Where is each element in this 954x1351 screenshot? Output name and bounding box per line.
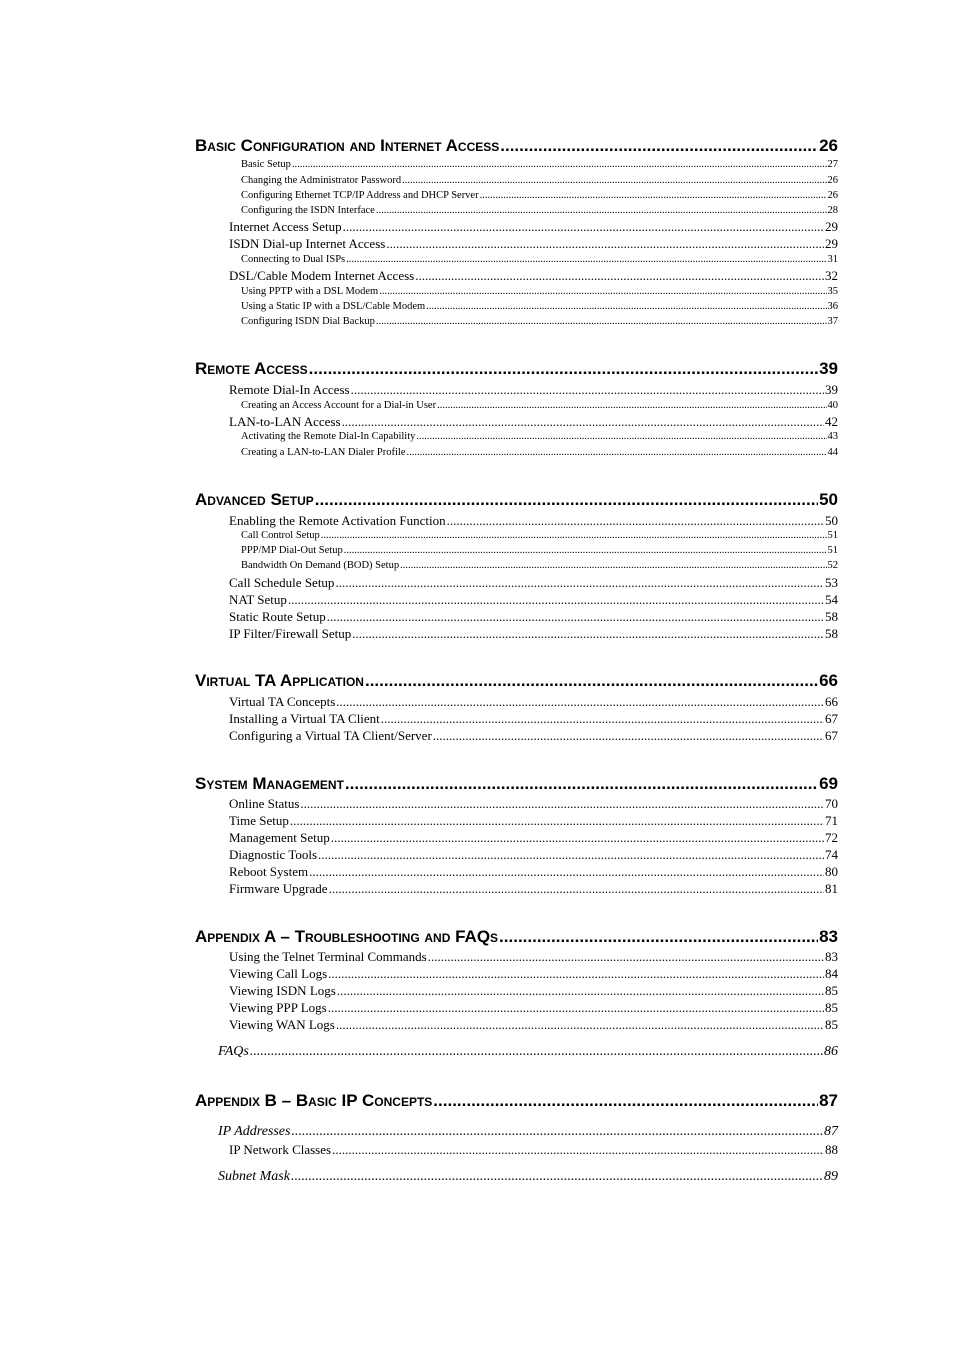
toc-leader-dots [344,545,827,556]
toc-subsection[interactable] [241,447,838,458]
toc-leader-dots [426,301,826,312]
toc-leader-dots [433,728,824,744]
toc-page-number: 29 [825,219,838,234]
toc-entry-title: Using PPTP with a DSL Modem [241,286,379,297]
toc-page-number: 37 [827,316,838,327]
toc-subsection[interactable] [241,316,838,327]
toc-entry-title: Installing a Virtual TA Client [229,711,380,726]
toc-subsection[interactable] [241,530,838,541]
toc-entry-title: Bandwidth On Demand (BOD) Setup [241,560,400,571]
toc-page-number: 85 [825,1017,838,1032]
toc-section[interactable] [229,1142,838,1158]
toc-page-number: 54 [825,592,838,607]
toc-leader-dots [437,400,826,411]
toc-italic-section[interactable] [218,1044,838,1060]
toc-subsection[interactable] [241,190,838,201]
toc-section[interactable] [229,1000,838,1016]
toc-entry-title: Virtual TA Application [195,671,364,690]
toc-section[interactable] [229,711,838,727]
toc-leader-dots [365,671,818,691]
toc-entry-title: Configuring Ethernet TCP/IP Address and DHCP Server [241,190,479,201]
toc-page-number: 70 [825,796,838,811]
toc-entry-title: Viewing Call Logs [229,966,328,981]
toc-section[interactable] [229,881,838,897]
toc-page-number: 26 [827,175,838,186]
toc-section[interactable] [229,219,838,235]
toc-leader-dots [336,694,824,710]
toc-entry-title: Static Route Setup [229,609,326,624]
toc-entry-title: Connecting to Dual ISPs [241,254,346,265]
toc-leader-dots [376,316,827,327]
toc-leader-dots [327,609,824,625]
toc-chapter[interactable] [195,359,838,379]
toc-page-number: 83 [825,949,838,964]
toc-leader-dots [433,1091,818,1111]
toc-subsection[interactable] [241,286,838,297]
toc-leader-dots [428,949,824,965]
toc-italic-section[interactable] [218,1169,838,1185]
toc-entry-title: Remote Dial-In Access [229,382,350,397]
toc-entry-title: Creating an Access Account for a Dial-in User [241,400,437,411]
toc-page-number: 87 [824,1124,838,1139]
toc-subsection[interactable] [241,254,838,265]
toc-leader-dots [500,136,818,156]
toc-page-number: 53 [825,575,838,590]
toc-entry-title: Configuring the ISDN Interface [241,205,375,216]
toc-leader-dots [328,966,824,982]
toc-leader-dots [400,560,826,571]
toc-entry-title: Remote Access [195,359,308,378]
toc-page-number: 89 [824,1169,838,1184]
toc-section[interactable] [229,1017,838,1033]
toc-entry-title: Call Control Setup [241,530,320,541]
toc-page-number: 84 [825,966,838,981]
toc-subsection[interactable] [241,159,838,170]
toc-page-number: 35 [827,286,838,297]
toc-page-number: 67 [825,728,838,743]
toc-entry-title: Changing the Administrator Password [241,175,402,186]
toc-section[interactable] [229,983,838,999]
toc-page-number: 44 [827,447,838,458]
toc-section[interactable] [229,694,838,710]
toc-subsection[interactable] [241,175,838,186]
toc-entry-title: NAT Setup [229,592,287,607]
toc-entry-title: Virtual TA Concepts [229,694,336,709]
toc-entry-title: Basic Setup [241,159,291,170]
toc-section[interactable] [229,864,838,880]
toc-page-number: 86 [824,1044,838,1059]
toc-page-number: 85 [825,983,838,998]
toc-page-number: 27 [827,159,838,170]
toc-section[interactable] [229,268,838,284]
toc-entry-title: Diagnostic Tools [229,847,318,862]
toc-page-number: 72 [825,830,838,845]
toc-page-number: 51 [827,530,838,541]
toc-page-number: 66 [825,694,838,709]
toc-leader-dots [381,711,824,727]
toc-section[interactable] [229,575,838,591]
toc-section[interactable] [229,966,838,982]
toc-leader-dots [346,254,826,265]
toc-entry-title: Basic Configuration and Internet Access [195,136,500,155]
toc-page-number: 50 [819,490,838,509]
toc-entry-title: DSL/Cable Modem Internet Access [229,268,415,283]
toc-leader-dots [291,1124,823,1140]
toc-entry-title: ISDN Dial-up Internet Access [229,236,386,251]
toc-section[interactable] [229,236,838,252]
toc-entry-title: Viewing ISDN Logs [229,983,336,998]
toc-page-number: 58 [825,609,838,624]
toc-entry-title: PPP/MP Dial-Out Setup [241,545,343,556]
toc-entry-title: FAQs [218,1044,249,1059]
toc-page-number: 69 [819,774,838,793]
toc-entry-title: Viewing WAN Logs [229,1017,335,1032]
toc-subsection[interactable] [241,301,838,312]
toc-entry-title: Management Setup [229,830,330,845]
toc-leader-dots [300,796,824,812]
toc-leader-dots [318,847,824,863]
toc-section[interactable] [229,830,838,846]
toc-page-number: 88 [825,1142,838,1157]
toc-entry-title: IP Filter/Firewall Setup [229,626,352,641]
toc-page-number: 36 [827,301,838,312]
toc-page-number: 51 [827,545,838,556]
toc-page-number: 43 [827,431,838,442]
toc-subsection[interactable] [241,545,838,556]
toc-leader-dots [315,490,818,510]
toc-leader-dots [321,530,827,541]
toc-chapter[interactable] [195,671,838,691]
toc-leader-dots [379,286,826,297]
toc-entry-title: LAN-to-LAN Access [229,414,341,429]
toc-chapter[interactable] [195,490,838,510]
toc-leader-dots [331,830,824,846]
toc-page-number: 83 [819,927,838,946]
toc-leader-dots [376,205,827,216]
toc-entry-title: Creating a LAN-to-LAN Dialer Profile [241,447,406,458]
toc-leader-dots [343,219,824,235]
toc-page-number: 58 [825,626,838,641]
toc-leader-dots [402,175,826,186]
toc-leader-dots [328,1000,824,1016]
toc-page-number: 67 [825,711,838,726]
toc-page-number: 71 [825,813,838,828]
toc-chapter[interactable] [195,136,838,156]
toc-leader-dots [291,1169,823,1185]
toc-page-number: 28 [827,205,838,216]
toc-leader-dots [342,414,824,430]
toc-leader-dots [352,626,824,642]
toc-page-number: 39 [825,382,838,397]
toc-entry-title: Viewing PPP Logs [229,1000,327,1015]
toc-leader-dots [290,813,824,829]
toc-section[interactable] [229,382,838,398]
toc-leader-dots [335,575,824,591]
toc-leader-dots [345,774,818,794]
toc-leader-dots [250,1044,823,1060]
toc-page-number: 26 [827,190,838,201]
toc-section[interactable] [229,728,838,744]
toc-entry-title: Firmware Upgrade [229,881,328,896]
toc-page-number: 31 [827,254,838,265]
toc-subsection[interactable] [241,205,838,216]
toc-page-number: 50 [825,513,838,528]
toc-leader-dots [480,190,827,201]
toc-section[interactable] [229,626,838,642]
toc-page-number: 32 [825,268,838,283]
toc-entry-title: Online Status [229,796,300,811]
toc-leader-dots [447,513,824,529]
toc-entry-title: Reboot System [229,864,309,879]
toc-entry-title: Advanced Setup [195,490,314,509]
toc-subsection[interactable] [241,400,838,411]
toc-page-number: 39 [819,359,838,378]
toc-section[interactable] [229,847,838,863]
toc-entry-title: Enabling the Remote Activation Function [229,513,446,528]
toc-entry-title: IP Addresses [218,1124,291,1139]
toc-entry-title: Appendix A – Troubleshooting and FAQs [195,927,499,946]
toc-subsection[interactable] [241,560,838,571]
toc-page-number: 80 [825,864,838,879]
toc-leader-dots [337,983,824,999]
toc-page-number: 29 [825,236,838,251]
toc-entry-title: Time Setup [229,813,289,828]
toc-entry-title: Subnet Mask [218,1169,290,1184]
toc-subsection[interactable] [241,431,838,442]
toc-italic-section[interactable] [218,1124,838,1140]
toc-leader-dots [406,447,826,458]
toc-page-number: 42 [825,414,838,429]
toc-page-number: 87 [819,1091,838,1110]
toc-entry-title: Configuring a Virtual TA Client/Server [229,728,432,743]
toc-leader-dots [288,592,824,608]
toc-page-number: 52 [827,560,838,571]
toc-page-number: 66 [819,671,838,690]
toc-entry-title: Activating the Remote Dial-In Capability [241,431,416,442]
toc-section[interactable] [229,414,838,430]
toc-leader-dots [351,382,824,398]
toc-entry-title: Internet Access Setup [229,219,342,234]
toc-section[interactable] [229,949,838,965]
toc-entry-title: Using a Static IP with a DSL/Cable Modem [241,301,426,312]
toc-leader-dots [292,159,827,170]
toc-leader-dots [415,268,824,284]
toc-leader-dots [336,1017,824,1033]
toc-section[interactable] [229,513,838,529]
toc-page-number: 74 [825,847,838,862]
toc-leader-dots [499,927,818,947]
toc-entry-title: Configuring ISDN Dial Backup [241,316,375,327]
toc-leader-dots [332,1142,824,1158]
toc-entry-title: Call Schedule Setup [229,575,335,590]
toc-page-number: 40 [827,400,838,411]
toc-leader-dots [309,864,824,880]
toc-leader-dots [416,431,826,442]
toc-leader-dots [329,881,824,897]
toc-entry-title: Using the Telnet Terminal Commands [229,949,427,964]
toc-section[interactable] [229,813,838,829]
toc-leader-dots [386,236,824,252]
toc-leader-dots [309,359,818,379]
toc-page-number: 81 [825,881,838,896]
toc-chapter[interactable] [195,774,838,794]
toc-page-number: 26 [819,136,838,155]
toc-entry-title: Appendix B – Basic IP Concepts [195,1091,433,1110]
toc-chapter[interactable] [195,927,838,947]
toc-section[interactable] [229,796,838,812]
toc-section[interactable] [229,592,838,608]
toc-section[interactable] [229,609,838,625]
toc-entry-title: IP Network Classes [229,1142,332,1157]
toc-chapter[interactable] [195,1091,838,1111]
toc-page-number: 85 [825,1000,838,1015]
toc-entry-title: System Management [195,774,344,793]
